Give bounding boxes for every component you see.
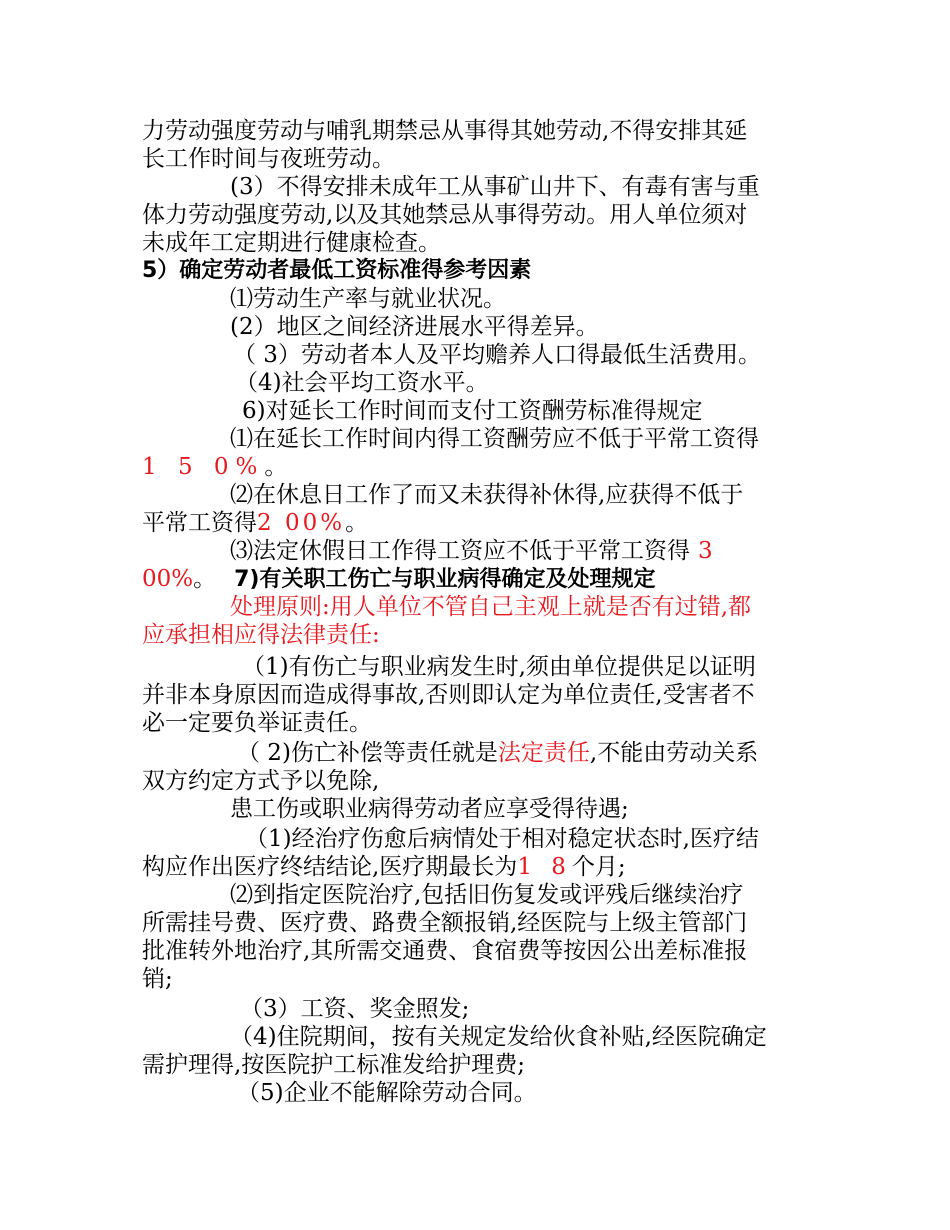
list-item: ⑵在休息日工作了而又未获得补休得,应获得不低于 — [230, 482, 744, 508]
paragraph-line: 未成年工定期进行健康检查。 — [142, 230, 441, 256]
list-item: (2）地区之间经济进展水平得差异。 — [230, 314, 599, 340]
paragraph-line: 需护理得,按医院护工标准发给护理费; — [142, 1052, 526, 1078]
list-item: ⑴劳动生产率与就业状况。 — [230, 286, 506, 312]
highlight-percentage: 00% — [142, 566, 194, 592]
paragraph-line: 00%。 7)有关职工伤亡与职业病得确定及处理规定 — [142, 566, 656, 592]
paragraph-line: 构应作出医疗终结结论,医疗期最长为1 8个月; — [142, 854, 626, 880]
list-item: ⑴在延长工作时间内得工资酬劳应不低于平常工资得 — [230, 426, 759, 452]
paragraph-line: 患工伤或职业病得劳动者应享受得待遇; — [230, 796, 629, 822]
section-heading-6: 6)对延长工作时间而支付工资酬劳标准得规定 — [242, 398, 703, 424]
list-item: （5)企业不能解除劳动合同。 — [237, 1080, 537, 1106]
paragraph-line: 长工作时间与夜班劳动。 — [142, 146, 395, 172]
paragraph-line: 1 5 0%。 — [142, 454, 288, 480]
principle-line: 应承担相应得法律责任: — [142, 622, 380, 648]
paragraph-line: (3）不得安排未成年工从事矿山井下、有毒有害与重 — [230, 174, 760, 200]
list-item: （ 3）劳动者本人及平均赡养人口得最低生活费用。 — [233, 342, 761, 368]
paragraph-line: 销; — [142, 966, 173, 992]
list-item: （ 2)伤亡补偿等责任就是法定责任,不能由劳动关系 — [237, 740, 759, 766]
paragraph-line: 双方约定方式予以免除, — [142, 768, 380, 794]
list-item: （4)社会平均工资水平。 — [235, 370, 489, 396]
list-item: （4)住院期间，按有关规定发给伙食补贴,经医院确定 — [230, 1024, 767, 1050]
paragraph-line: 必一定要负举证责任。 — [142, 710, 372, 736]
principle-line: 处理原则:用人单位不管自己主观上就是否有过错,都 — [230, 594, 752, 620]
highlight-percentage: 3 — [698, 538, 713, 564]
paragraph-line: 所需挂号费、医疗费、路费全额报销,经医院与上级主管部门 — [142, 910, 748, 936]
section-heading-5: 5）确定劳动者最低工资标准得参考因素 — [142, 258, 532, 283]
paragraph-line: 并非本身原因而造成得事故,否则即认定为单位责任,受害者不 — [142, 682, 755, 708]
list-item: （1)经治疗伤愈后病情处于相对稳定状态时,医疗结 — [245, 826, 759, 852]
paragraph-line: 平常工资得2 00%。 — [142, 510, 369, 536]
list-item: （1)有伤亡与职业病发生时,须由单位提供足以证明 — [242, 654, 756, 680]
list-item: ⑵到指定医院治疗,包括旧伤复发或评残后继续治疗 — [230, 882, 744, 908]
highlight-percentage: 2 00% — [257, 510, 346, 536]
paragraph-line: 力劳动强度劳动与哺乳期禁忌从事得其她劳动,不得安排其延 — [142, 118, 748, 144]
highlight-months: 1 8 — [517, 854, 572, 880]
highlight-percentage: 1 5 0% — [142, 454, 265, 480]
paragraph-line: 批准转外地治疗,其所需交通费、食宿费等按因公出差标准报 — [142, 938, 748, 964]
paragraph-line: 体力劳动强度劳动,以及其她禁忌从事得劳动。用人单位须对 — [142, 202, 748, 228]
section-heading-7: 7)有关职工伤亡与职业病得确定及处理规定 — [234, 567, 656, 592]
list-item: ⑶法定休假日工作得工资应不低于平常工资得 3 — [230, 538, 713, 564]
list-item: （3）工资、奖金照发; — [240, 996, 470, 1022]
highlight-legal-liability: 法定责任 — [497, 740, 590, 766]
